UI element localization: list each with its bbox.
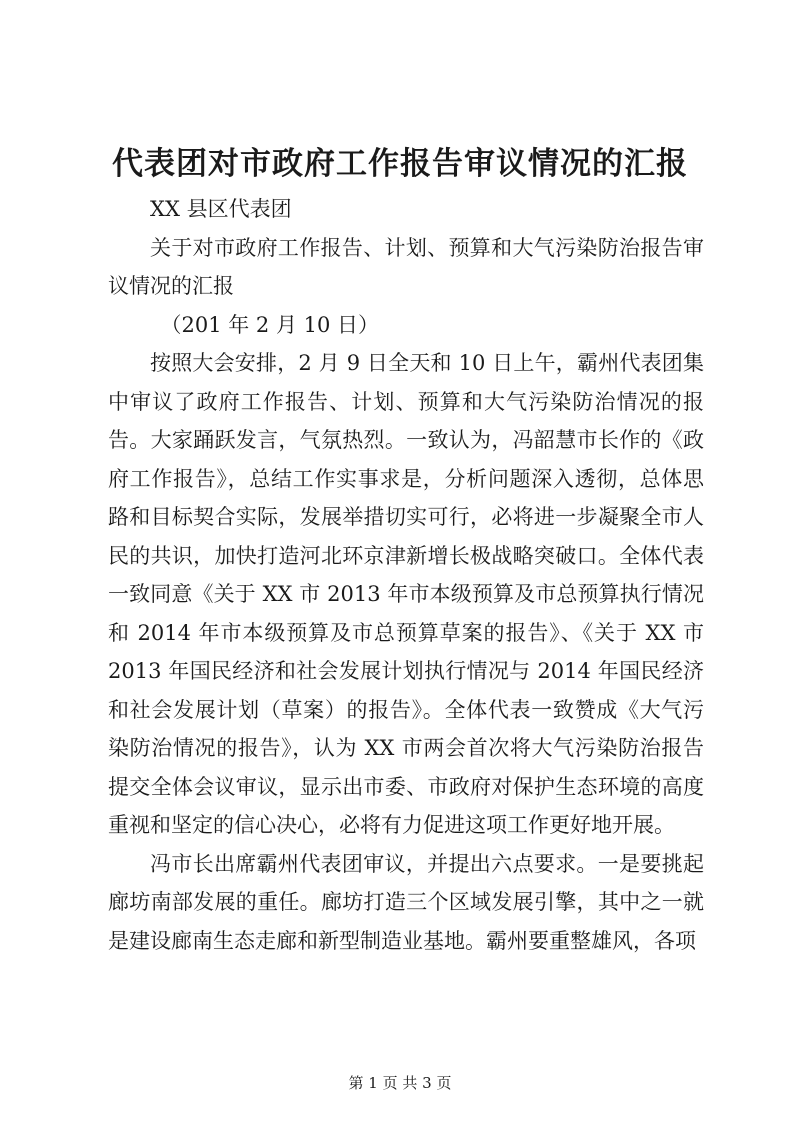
author-line: XX 县区代表团 <box>150 197 292 221</box>
paragraph-2: 冯市长出席霸州代表团审议，并提出六点要求。一是要挑起廊坊南部发展的重任。廊坊打造三个区域发展引擎，其中之一就是建设廊南生态走廊和新型制造业基地。霸州要重整雄风，各项 <box>108 851 704 953</box>
paragraph-1: 按照大会安排，2 月 9 日全天和 10 日上午，霸州代表团集中审议了政府工作报告、计划、预算和大气污染防治情况的报告。大家踊跃发言，气氛热烈。一致认为，冯韶慧市长作的《政府工作报告》，总结工作实事求是，分析问题深入透彻，总体思路和目标契合实际，发展举措切实可行，必将进一步凝聚全市人民的共识，加快打造河北环京津新增长极战略突破口。全体代表一致同意《关于 XX 市 2013 年市本级预算及市总预算执行情况和 2014 年市本级预算及市总预算草案的报告》、《关于 XX 市 2013 年国民经济和社会发展计划执行情况与 2014 年国民经济和社会发展计划（草案）的报告》。全体代表一致赞成《大气污染防治情况的报告》，认为 XX 市两会首次将大气污染防治报告提交全体会议审议，显示出市委、市政府对保护生态环境的高度重视和坚定的信心决心，必将有力促进这项工作更好地开展。 <box>108 351 704 837</box>
document-body <box>108 190 704 960</box>
document-title: 代表团对市政府工作报告审议情况的汇报 <box>112 146 688 182</box>
report-subtitle: 关于对市政府工作报告、计划、预算和大气污染防治报告审议情况的汇报 <box>108 235 704 298</box>
report-date: （201 年 2 月 10 日） <box>160 312 380 337</box>
page-footer: 第 1 页 共 3 页 <box>348 1074 452 1092</box>
